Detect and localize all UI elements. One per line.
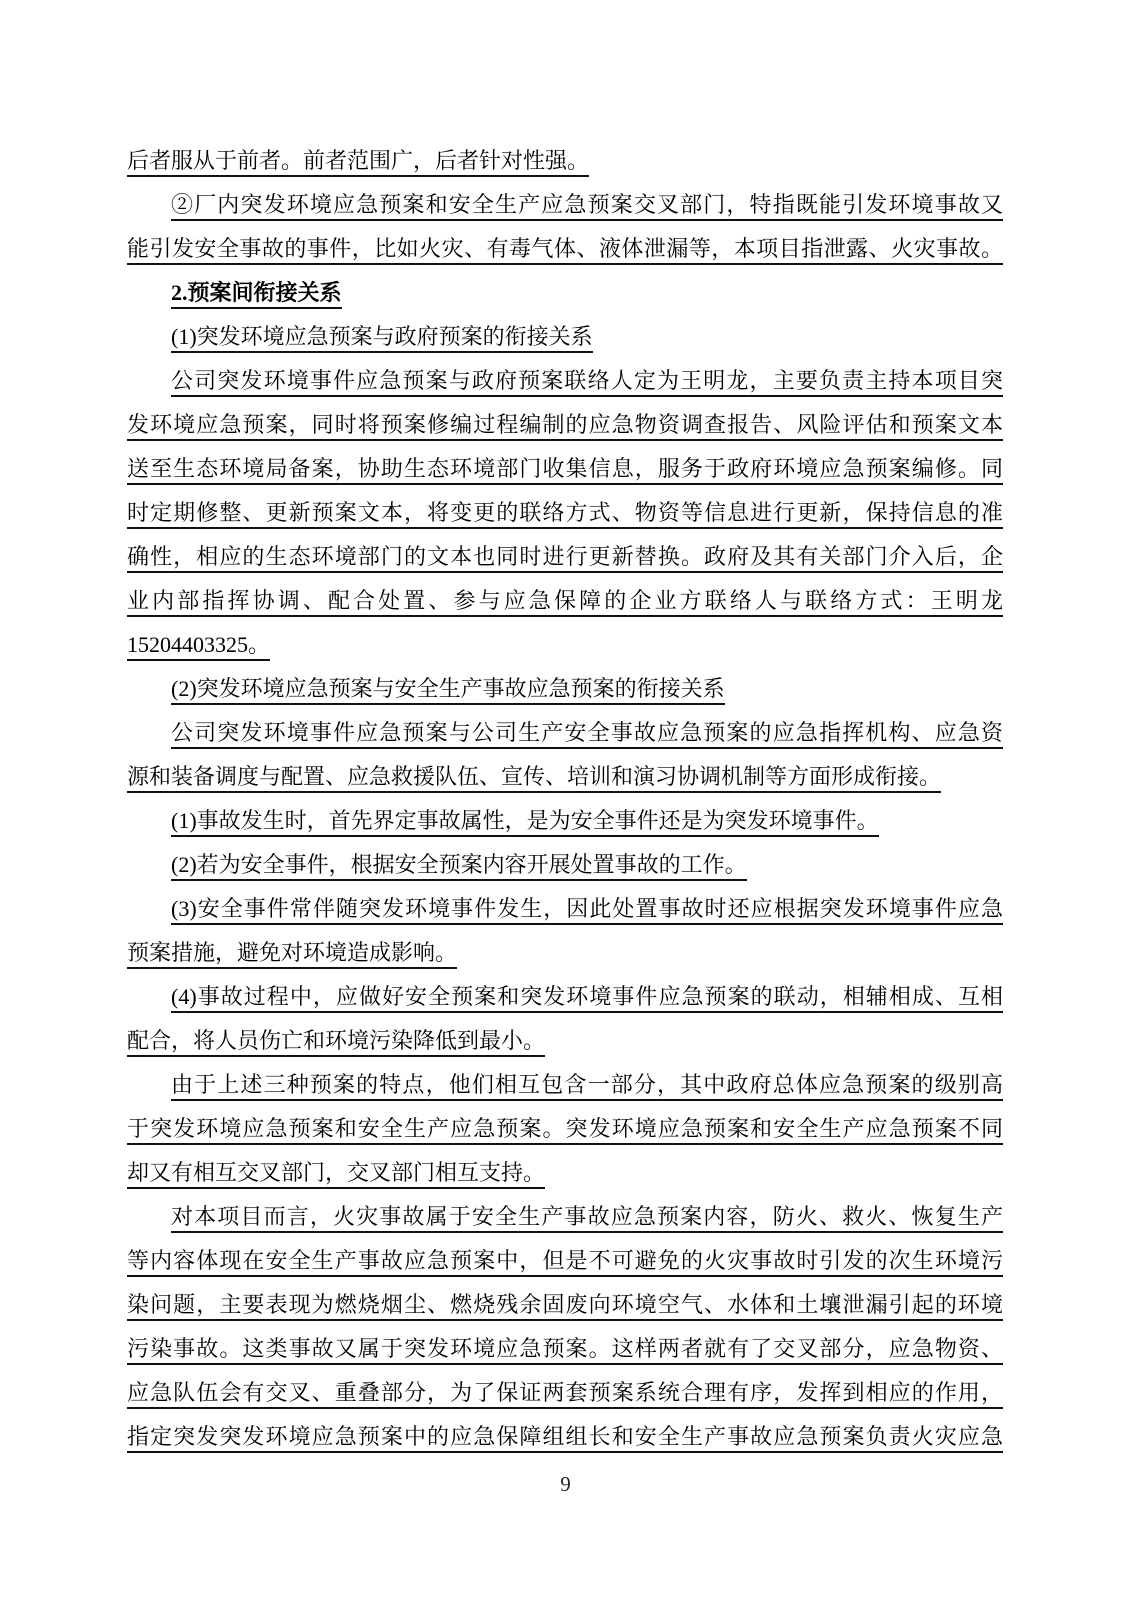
text-line-content: 配合，将人员伤亡和环境污染降低到最小。 [127, 1028, 545, 1057]
text-line-content: 污染事故。这类事故又属于突发环境应急预案。这样两者就有了交叉部分，应急物资、 [127, 1336, 1003, 1365]
text-line-content: 染问题，主要表现为燃烧烟尘、燃烧残余固废向环境空气、水体和土壤泄漏引起的环境 [127, 1292, 1003, 1321]
text-line-content: (3)安全事件常伴随突发环境事件发生，因此处置事故时还应根据突发环境事件应急 [171, 896, 1003, 925]
text-line [127, 623, 1003, 667]
text-line [127, 1371, 1003, 1415]
text-line-content: 后者服从于前者。前者范围广，后者针对性强。 [127, 148, 589, 177]
text-line-content: 发环境应急预案，同时将预案修编过程编制的应急物资调查报告、风险评估和预案文本 [127, 412, 1003, 441]
text-line-content: 2.预案间衔接关系 [171, 280, 342, 309]
text-line [127, 1327, 1003, 1371]
text-line [127, 447, 1003, 491]
text-line-content: 公司突发环境事件应急预案与公司生产安全事故应急预案的应急指挥机构、应急资 [171, 720, 1003, 749]
document-body [127, 139, 1003, 1459]
text-line [127, 931, 1003, 975]
text-line [127, 1415, 1003, 1459]
text-line-content: 源和装备调度与配置、应急救援队伍、宣传、培训和演习协调机制等方面形成衔接。 [127, 764, 941, 793]
text-line-content: 能引发安全事故的事件，比如火灾、有毒气体、液体泄漏等，本项目指泄露、火灾事故。 [127, 236, 1003, 265]
text-line-content: (2)若为安全事件，根据安全预案内容开展处置事故的工作。 [171, 852, 747, 881]
text-line [127, 711, 1003, 755]
text-line-content: 指定突发突发环境应急预案中的应急保障组组长和安全生产事故应急预案负责火灾应急 [127, 1424, 1003, 1453]
text-line-content: 对本项目而言，火灾事故属于安全生产事故应急预案内容，防火、救火、恢复生产 [171, 1204, 1003, 1233]
text-line [127, 755, 1003, 799]
page-number: 9 [560, 1472, 571, 1496]
section-heading [127, 271, 1003, 315]
text-line [127, 1239, 1003, 1283]
text-line-content: (1)事故发生时，首先界定事故属性，是为安全事件还是为突发环境事件。 [171, 808, 879, 837]
text-line [127, 491, 1003, 535]
text-line [127, 183, 1003, 227]
text-line-content: 业内部指挥协调、配合处置、参与应急保障的企业方联络人与联络方式：王明龙 [127, 588, 1003, 617]
text-line [127, 403, 1003, 447]
text-line [127, 315, 1003, 359]
text-line-content: 送至生态环境局备案，协助生态环境部门收集信息，服务于政府环境应急预案编修。同 [127, 456, 1003, 485]
text-line-content: 等内容体现在安全生产事故应急预案中，但是不可避免的火灾事故时引发的次生环境污 [127, 1248, 1003, 1277]
text-line [127, 1195, 1003, 1239]
text-line-content: 于突发环境应急预案和安全生产应急预案。突发环境应急预案和安全生产应急预案不同 [127, 1116, 1003, 1145]
text-line-content: (4)事故过程中，应做好安全预案和突发环境事件应急预案的联动，相辅相成、互相 [171, 984, 1003, 1013]
text-line [127, 227, 1003, 271]
text-line-content: (2)突发环境应急预案与安全生产事故应急预案的衔接关系 [171, 676, 725, 705]
text-line-content: 预案措施，避免对环境造成影响。 [127, 940, 457, 969]
text-line-content: 15204403325。 [127, 632, 270, 661]
text-line [127, 535, 1003, 579]
text-line-content: 却又有相互交叉部门，交叉部门相互支持。 [127, 1160, 545, 1189]
text-line-content: 公司突发环境事件应急预案与政府预案联络人定为王明龙，主要负责主持本项目突 [171, 368, 1003, 397]
text-line [127, 1019, 1003, 1063]
text-line [127, 359, 1003, 403]
text-line-content: 由于上述三种预案的特点，他们相互包含一部分，其中政府总体应急预案的级别高 [171, 1072, 1003, 1101]
text-line [127, 1107, 1003, 1151]
text-line [127, 139, 1003, 183]
text-line [127, 667, 1003, 711]
text-line-content: ②厂内突发环境应急预案和安全生产应急预案交叉部门，特指既能引发环境事故又 [171, 192, 1003, 221]
text-line-content: (1)突发环境应急预案与政府预案的衔接关系 [171, 324, 593, 353]
text-line-content: 应急队伍会有交叉、重叠部分，为了保证两套预案系统合理有序，发挥到相应的作用， [127, 1380, 1003, 1409]
text-line [127, 887, 1003, 931]
text-line [127, 1151, 1003, 1195]
text-line-content: 时定期修整、更新预案文本，将变更的联络方式、物资等信息进行更新，保持信息的准 [127, 500, 1003, 529]
text-line [127, 579, 1003, 623]
text-line [127, 799, 1003, 843]
text-line [127, 843, 1003, 887]
text-line [127, 1063, 1003, 1107]
text-line [127, 1283, 1003, 1327]
text-line [127, 975, 1003, 1019]
text-line-content: 确性，相应的生态环境部门的文本也同时进行更新替换。政府及其有关部门介入后，企 [127, 544, 1003, 573]
